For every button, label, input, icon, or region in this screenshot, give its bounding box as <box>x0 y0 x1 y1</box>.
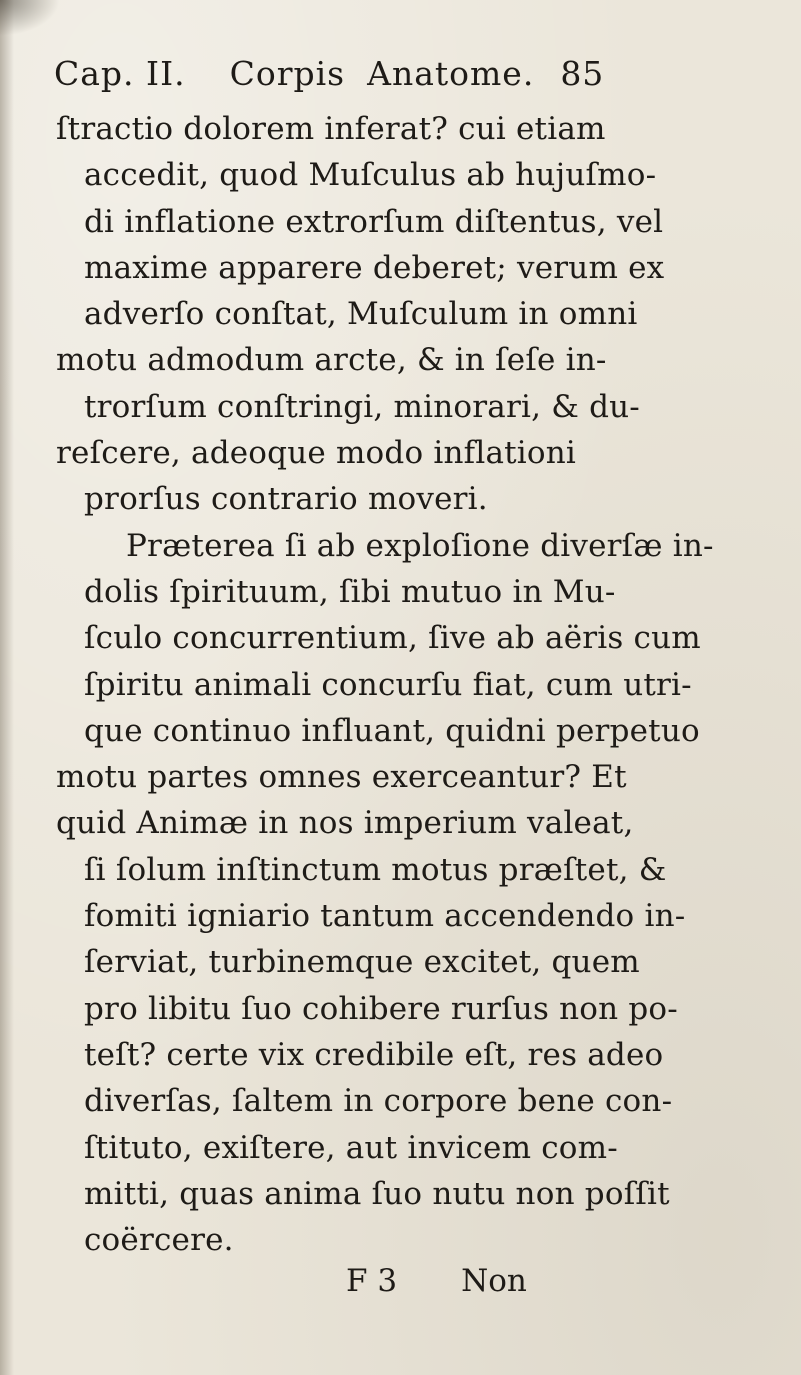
page-footer <box>46 1263 776 1309</box>
text-line: ſpiritu animali concurſu fiat, cum utri- <box>84 666 692 703</box>
text-line: adverſo conſtat, Muſculum in omni <box>84 296 638 333</box>
text-line: ſculo concurrentium, ſive ab aëris cum <box>84 620 701 657</box>
signature-mark: F 3 <box>346 1263 398 1300</box>
text-line: mitti, quas anima ſuo nutu non poſſit <box>84 1175 670 1212</box>
text-line: pro libitu ſuo cohibere rurſus non po- <box>84 990 678 1027</box>
chapter-label: Cap. II. <box>54 54 186 93</box>
text-line: reſcere, adeoque modo inflationi <box>56 435 577 472</box>
catchword: Non <box>461 1263 527 1300</box>
text-block <box>46 54 776 1309</box>
text-line: trorſum conſtringi, minorari, & du- <box>84 388 640 425</box>
page-corner-wear <box>0 0 60 36</box>
page-edge-shadow <box>0 0 14 1375</box>
text-line: quid Animæ in nos imperium valeat, <box>56 805 634 842</box>
running-header <box>46 54 776 106</box>
text-line: fomiti igniario tantum accendendo in- <box>84 898 686 935</box>
text-line: teſt? certe vix credibile eſt, res adeo <box>84 1036 664 1073</box>
text-line: di inflatione extrorſum diſtentus, vel <box>84 203 664 240</box>
text-line: maxime apparere deberet; verum ex <box>84 249 665 286</box>
text-line: motu admodum arcte, & in ſeſe in- <box>56 342 607 379</box>
text-line: accedit, quod Muſculus ab hujuſmo- <box>84 157 657 194</box>
text-line: ſtractio dolorem inferat? cui etiam <box>56 111 606 147</box>
header-title-part2: Anatome. <box>367 54 535 93</box>
text-line: ſtituto, exiſtere, aut invicem com- <box>84 1129 618 1166</box>
text-line: que continuo influant, quidni perpetuo <box>84 712 700 749</box>
text-line: diverſas, ſaltem in corpore bene con- <box>84 1083 673 1120</box>
page-number: 85 <box>560 54 605 93</box>
text-line: ſerviat, turbinemque excitet, quem <box>84 944 640 981</box>
text-line: prorſus contrario moveri. <box>84 481 488 518</box>
text-line: motu partes omnes exerceantur? Et <box>56 759 627 796</box>
text-line: dolis ſpirituum, ſibi mutuo in Mu- <box>84 573 616 610</box>
paragraph-start-line: Præterea ſi ab exploſione diverſæ in- <box>126 527 714 564</box>
header-title-part1: Corpis <box>229 54 346 93</box>
text-line: ſi ſolum inſtinctum motus præſtet, & <box>84 851 667 888</box>
text-line: coërcere. <box>84 1222 234 1259</box>
